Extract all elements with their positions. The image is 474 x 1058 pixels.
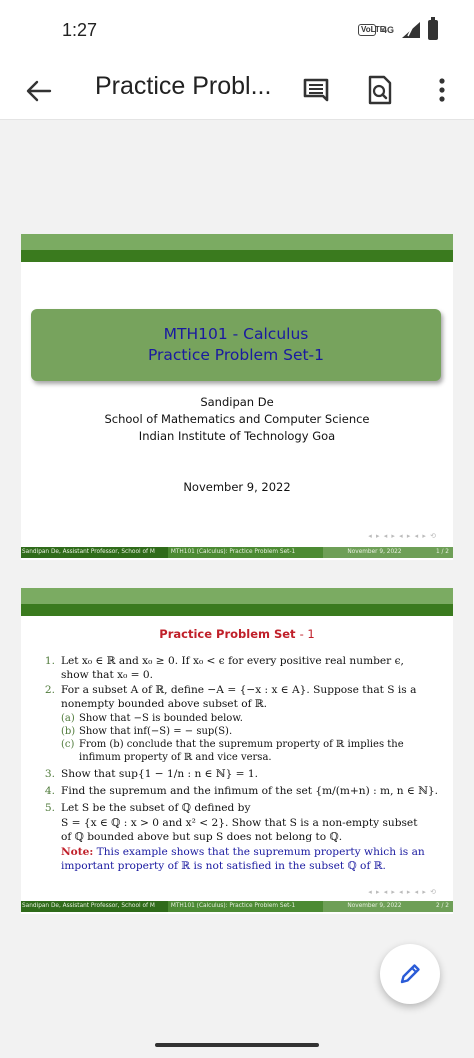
problem-text: show that x₀ = 0.: [61, 669, 154, 682]
heading-number: - 1: [299, 627, 315, 641]
more-vert-icon: [438, 77, 446, 103]
problem-2a: [39, 712, 449, 725]
problem-number: 4.: [44, 785, 55, 798]
problem-4: [39, 784, 449, 798]
arrow-left-icon: [26, 80, 52, 102]
problem-text: of ℚ bounded above but sup S does not belong to ℚ.: [61, 831, 343, 844]
problem-text: Show that sup{1 − 1/n : n ∈ ℕ} = 1.: [61, 767, 259, 780]
footer-date: November 9, 2022: [347, 549, 402, 555]
home-indicator[interactable]: [155, 1043, 319, 1047]
school-name: School of Mathematics and Computer Science: [104, 412, 370, 426]
comment-icon: [302, 77, 330, 103]
problem-2: [39, 683, 449, 712]
problem-text: Let S be the subset of ℚ defined by: [61, 802, 251, 815]
problem-2c: [39, 738, 449, 764]
problem-text: Let x₀ ∈ ℝ and x₀ ≥ 0. If x₀ < ϵ for every positive real number ϵ,: [61, 655, 404, 667]
presentation-date: November 9, 2022: [183, 480, 291, 494]
slide-header-band-dark: [21, 250, 453, 262]
footer-right: [323, 901, 453, 912]
problem-text: S = {x ∈ ℚ : x > 0 and x² < 2}. Show that S is a non-empty subset: [61, 816, 418, 829]
status-icons: [358, 20, 438, 40]
heading-text: Practice Problem Set: [159, 627, 296, 641]
volte-icon: VoLTE: [358, 24, 376, 36]
set-title: Practice Problem Set-1: [147, 346, 325, 364]
subproblem-label: (a): [61, 712, 75, 724]
pencil-icon: [397, 961, 423, 987]
course-title: MTH101 - Calculus: [163, 325, 309, 343]
slide-2: [21, 588, 453, 914]
search-in-page-icon: [367, 75, 393, 105]
slide-footer: [21, 547, 453, 558]
find-in-page-button[interactable]: [362, 72, 398, 108]
problem-number: 1.: [44, 655, 55, 667]
network-type: 4G: [381, 25, 394, 35]
more-options-button[interactable]: [424, 72, 460, 108]
problem-text: For a subset A of ℝ, define −A = {−x : x ∈ A}. Suppose that S is a: [61, 683, 417, 696]
problem-number: 2.: [44, 683, 55, 696]
page-title: Practice Probl...: [95, 72, 272, 100]
title-box: [31, 309, 441, 381]
footer-page: 2 / 2: [435, 903, 449, 909]
problem-text: Find the supremum and the infimum of the set {m/(m+n) : m, n ∈ ℕ}.: [61, 785, 438, 798]
problem-5: [39, 801, 449, 844]
note: [39, 845, 449, 859]
app-bar: [0, 62, 474, 120]
subproblem-label: (c): [61, 738, 75, 750]
battery-icon: [428, 20, 438, 40]
footer-date: November 9, 2022: [347, 903, 402, 909]
footer-right: [323, 547, 453, 558]
problem-number: 3.: [44, 767, 55, 780]
problem-1: [39, 654, 449, 683]
note-label: Note:: [61, 845, 94, 858]
subproblem-text: infimum property of ℝ and vice versa.: [79, 751, 272, 763]
problem-list: [39, 654, 449, 873]
note-continued: important property of ℝ is not satisfied in the subset ℚ of ℝ.: [61, 860, 386, 873]
edit-fab-button[interactable]: [380, 944, 440, 1004]
footer-page: 1 / 2: [435, 549, 449, 555]
note-text: This example shows that the supremum property which is an: [93, 845, 425, 858]
beamer-nav-icons: ◂ ▸ ◂ ▸ ◂ ▸ ◂ ▸ ⟲: [368, 532, 437, 540]
author-name: Sandipan De: [200, 395, 274, 409]
status-time: 1:27: [62, 20, 98, 40]
signal-icon: [400, 21, 422, 39]
beamer-nav-icons: ◂ ▸ ◂ ▸ ◂ ▸ ◂ ▸ ⟲: [368, 888, 437, 896]
back-button[interactable]: [22, 74, 56, 108]
slide-header-band: [21, 588, 453, 604]
footer-author: Sandipan De, Assistant Professor, School of M: [21, 547, 168, 558]
subproblem-label: (b): [61, 725, 76, 737]
slide-footer: [21, 901, 453, 912]
footer-course: MTH101 (Calculus): Practice Problem Set-1: [168, 901, 324, 912]
status-bar: [0, 0, 474, 62]
problem-number: 5.: [44, 802, 55, 815]
institute-name: Indian Institute of Technology Goa: [138, 429, 336, 443]
footer-author: Sandipan De, Assistant Professor, School of M: [21, 901, 168, 912]
problem-text: nonempty bounded above subset of ℝ.: [61, 698, 268, 711]
slide-1: [21, 234, 453, 560]
problem-3: [39, 767, 449, 781]
subproblem-text: Show that inf(−S) = − sup(S).: [79, 725, 233, 737]
subproblem-text: From (b) conclude that the supremum property of ℝ implies the: [79, 738, 404, 750]
slide-header-band-dark: [21, 604, 453, 616]
problem-2b: [39, 725, 449, 738]
problem-set-heading: [21, 627, 453, 641]
author-block: [21, 394, 453, 445]
subproblem-text: Show that −S is bounded below.: [79, 712, 243, 724]
slide-header-band: [21, 234, 453, 250]
footer-course: MTH101 (Calculus): Practice Problem Set-1: [168, 547, 324, 558]
comments-button[interactable]: [298, 72, 334, 108]
